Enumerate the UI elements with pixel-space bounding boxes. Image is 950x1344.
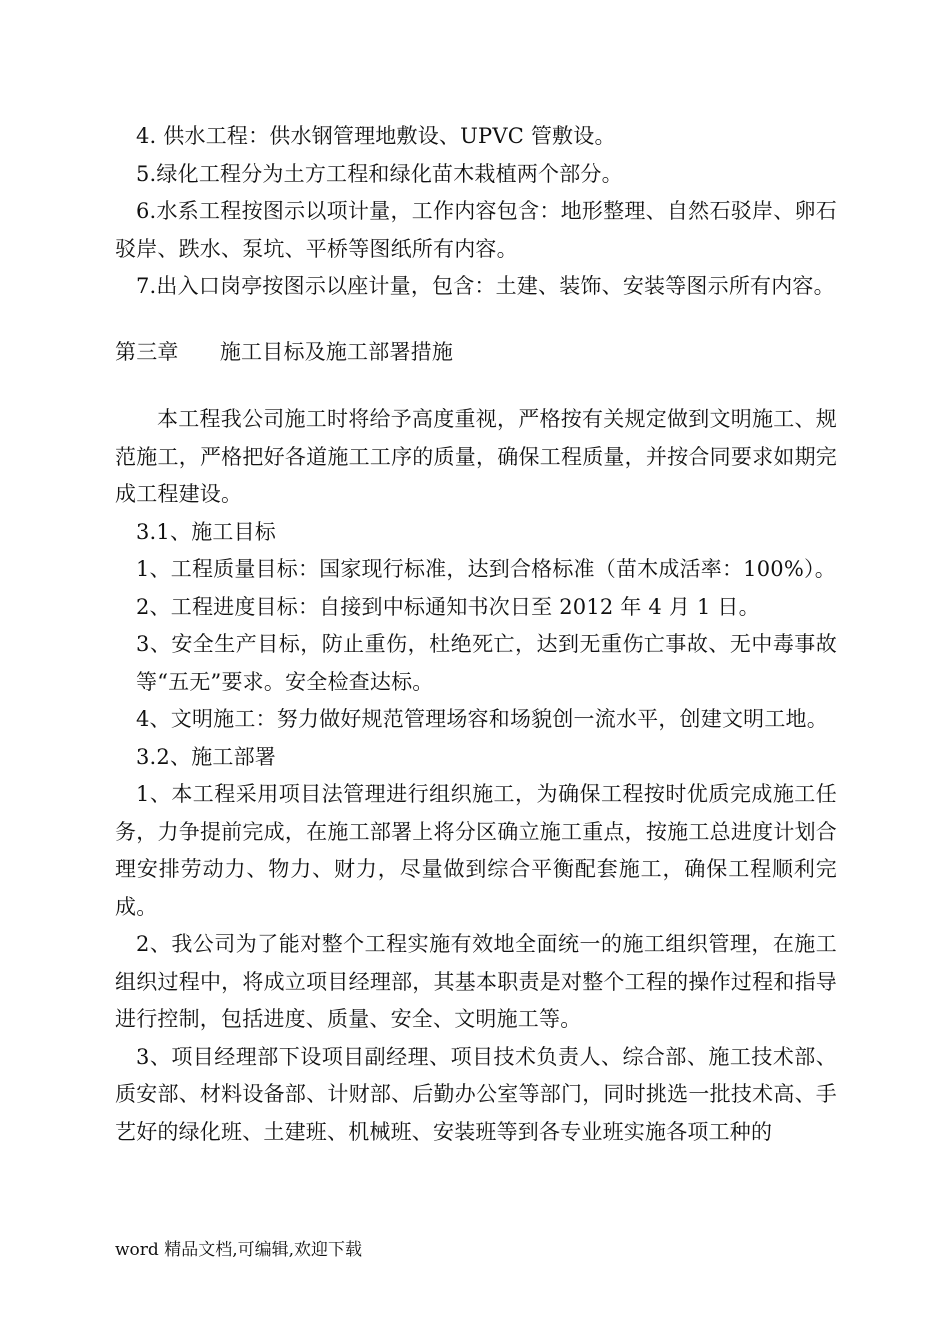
page-footer: word 精品文档,可编辑,欢迎下载 [115, 1240, 363, 1260]
section-heading-3-2: 3.2、施工部署 [136, 744, 276, 769]
document-body [115, 118, 837, 1151]
paragraph-intro: 本工程我公司施工时将给予高度重视，严格按有关规定做到文明施工、规范施工，严格把好各道施工工序的质量，确保工程质量，并按合同要求如期完成工程建设。 [115, 407, 837, 506]
goal-civilized: 4、文明施工：努力做好规范管理场容和场貌创一流水平，创建文明工地。 [136, 707, 828, 731]
goal-schedule: 2、工程进度目标：自接到中标通知书次日至 2012 年 4 月 1 日。 [136, 594, 760, 619]
deployment-item-3: 3、项目经理部下设项目副经理、项目技术负责人、综合部、施工技术部、质安部、材料设备部、计财部、后勤办公室等部门，同时挑选一批技术高、手艺好的绿化班、土建班、机械班、安装班等到各专业班实施各项工种的 [115, 1044, 837, 1144]
section-heading-3-1: 3.1、施工目标 [136, 519, 276, 544]
goal-quality: 1、工程质量目标：国家现行标准，达到合格标准（苗木成活率：100%）。 [136, 557, 836, 581]
deployment-item-1: 1、本工程采用项目法管理进行组织施工，为确保工程按时优质完成施工任务，力争提前完成，在施工部署上将分区确立施工重点，按施工总进度计划合理安排劳动力、物力、财力，尽量做到综合平衡配套施工，确保工程顺利完成。 [115, 782, 837, 919]
paragraph-water-supply: 4. 供水工程：供水钢管理地敷设、UPVC 管敷设。 [136, 124, 616, 148]
paragraph-greening: 5.绿化工程分为土方工程和绿化苗木栽植两个部分。 [136, 161, 623, 186]
paragraph-water-system: 6.水系工程按图示以项计量，工作内容包含：地形整理、自然石驳岸、卵石驳岸、跌水、泵坑、平桥等图纸所有内容。 [115, 199, 837, 261]
chapter-heading: 第三章 施工目标及施工部署措施 [115, 339, 454, 364]
deployment-item-2: 2、我公司为了能对整个工程实施有效地全面统一的施工组织管理，在施工组织过程中，将成立项目经理部，其基本职责是对整个工程的操作过程和指导进行控制，包括进度、质量、安全、文明施工等。 [115, 932, 837, 1031]
goal-safety: 3、安全生产目标，防止重伤，杜绝死亡，达到无重伤亡事故、无中毒事故等“五无”要求。安全检查达标。 [136, 632, 837, 694]
paragraph-guard-booth: 7.出入口岗亭按图示以座计量，包含：土建、装饰、安装等图示所有内容。 [136, 274, 835, 298]
